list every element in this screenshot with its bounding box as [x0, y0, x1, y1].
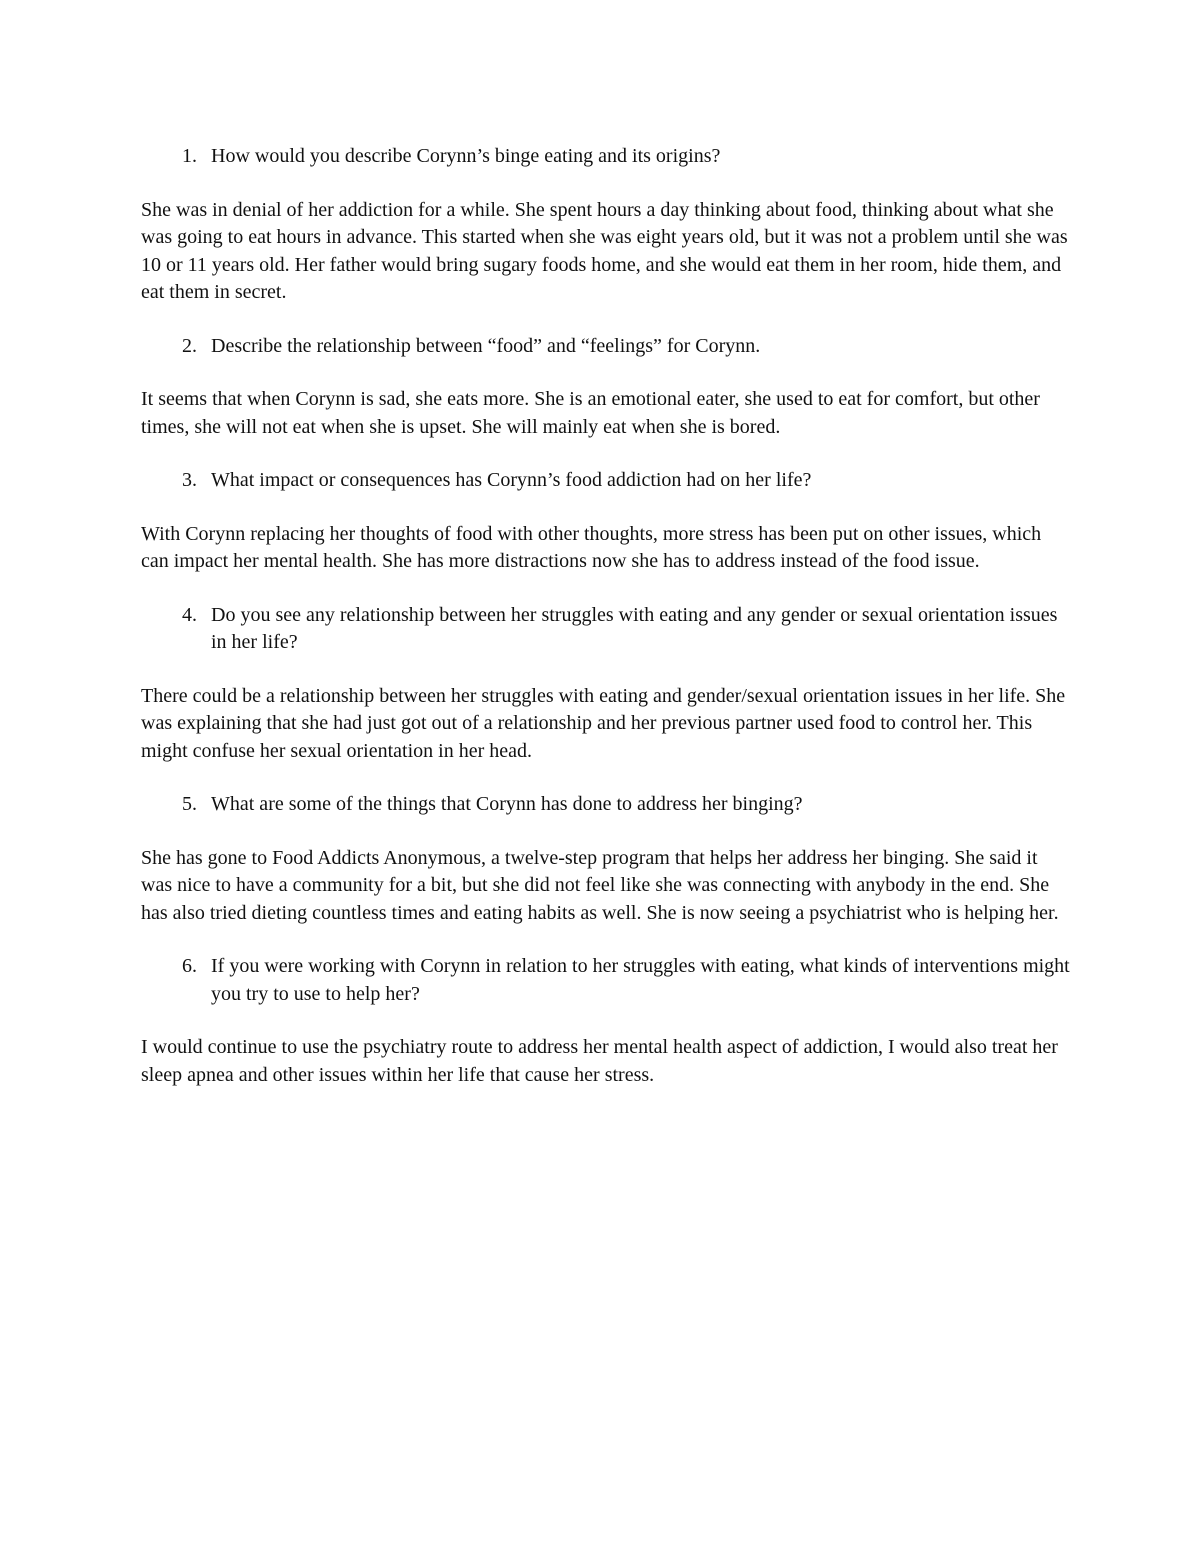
question-number: 1.: [182, 145, 197, 167]
document-body: [141, 143, 1071, 1115]
question-number: 2.: [182, 334, 197, 357]
question-6: [141, 953, 1071, 1008]
question-number: 6.: [182, 955, 197, 977]
question-text: Do you see any relationship between her struggles with eating and any gender or sexual orientation issues in her life?: [211, 603, 1058, 653]
question-text: What impact or consequences has Corynn’s food addiction had on her life?: [211, 469, 812, 491]
answer-6: I would continue to use the psychiatry route to address her mental health aspect of addiction, I would also treat her sleep apnea and other issues within her life that cause her stress.: [141, 1036, 1058, 1086]
answer-4: There could be a relationship between her struggles with eating and gender/sexual orientation issues in her life. She was explaining that she had just got out of a relationship and her previous partner used food to control her. This might confuse her sexual orientation in her head.: [141, 684, 1066, 762]
question-number: 3.: [182, 469, 197, 491]
question-4: [141, 602, 1071, 657]
question-text: What are some of the things that Corynn has done to address her binging?: [211, 793, 803, 815]
question-5: [141, 791, 1071, 819]
question-2: [141, 333, 1071, 361]
answer-5: She has gone to Food Addicts Anonymous, a twelve-step program that helps her address her binging. She said it was nice to have a community for a bit, but she did not feel like she was connecting with anybody in the end. She has also tried dieting countless times and eating habits as well. She is now seeing a psychiatrist who is helping her.: [141, 846, 1059, 924]
question-1: [141, 143, 1071, 171]
question-text: Describe the relationship between “food” and “feelings” for Corynn.: [211, 334, 761, 357]
question-number: 4.: [182, 603, 197, 626]
answer-2: It seems that when Corynn is sad, she eats more. She is an emotional eater, she used to eat for comfort, but other times, she will not eat when she is upset. She will mainly eat when she is bored.: [141, 388, 1040, 438]
question-number: 5.: [182, 793, 197, 815]
answer-3: With Corynn replacing her thoughts of food with other thoughts, more stress has been put on other issues, which can impact her mental health. She has more distractions now she has to address instead of the food issue.: [141, 522, 1042, 572]
answer-1: She was in denial of her addiction for a while. She spent hours a day thinking about food, thinking about what she was going to eat hours in advance. This started when she was eight years old, but it was not a problem until she was 10 or 11 years old. Her father would bring sugary foods home, and she would eat them in her room, hide them, and eat them in secret.: [141, 198, 1068, 303]
question-text: If you were working with Corynn in relation to her struggles with eating, what kinds of interventions might you try to use to help her?: [211, 955, 1070, 1005]
question-3: [141, 467, 1071, 495]
question-text: How would you describe Corynn’s binge eating and its origins?: [211, 145, 721, 167]
